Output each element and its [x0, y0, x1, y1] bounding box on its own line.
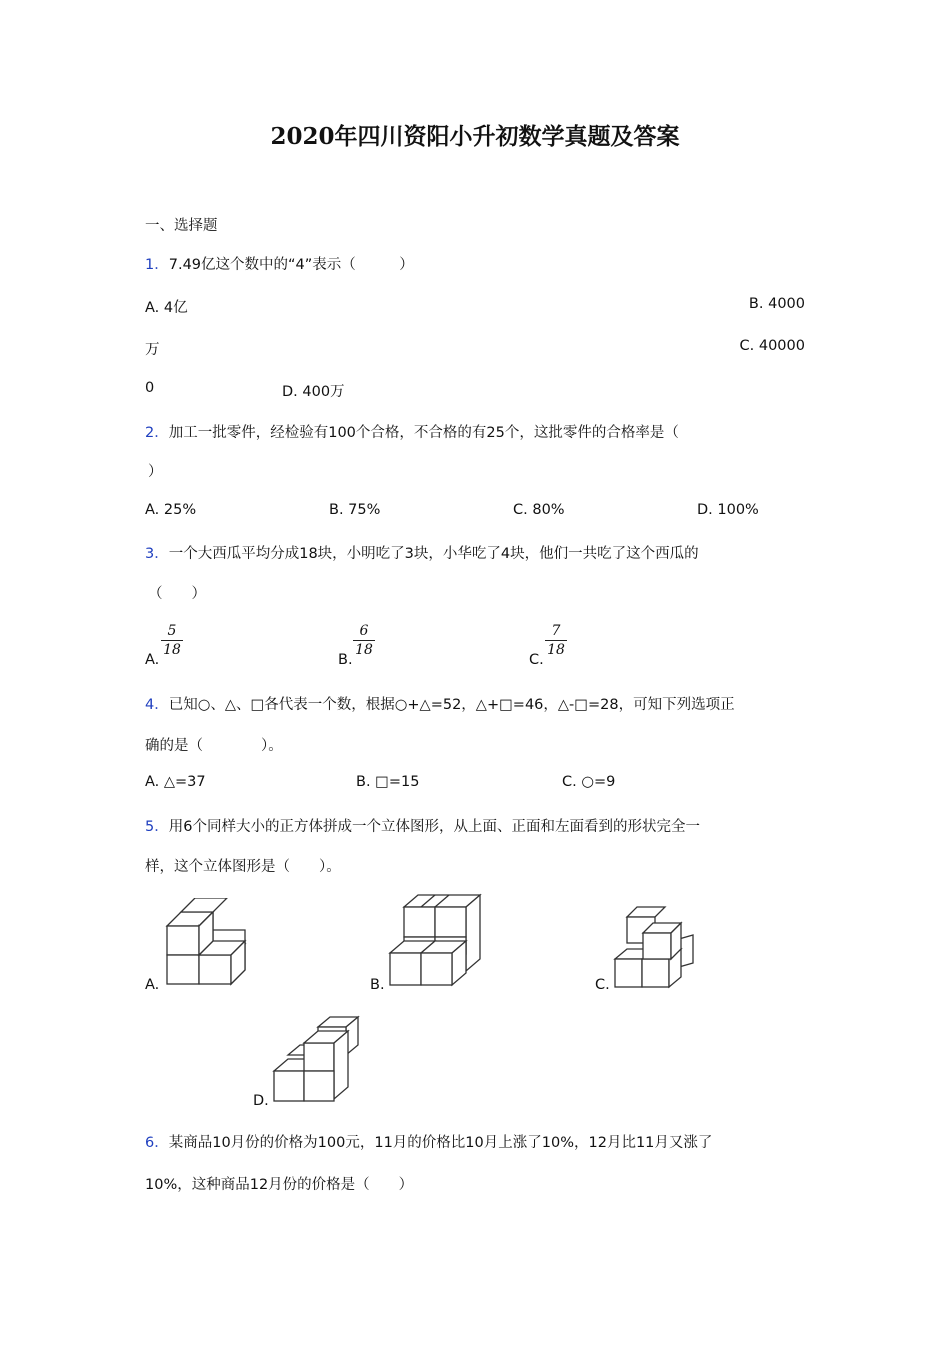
option-c: C. 80% [513, 502, 565, 518]
section-heading: 一、选择题 [145, 218, 218, 234]
fraction-numerator: 6 [353, 622, 375, 641]
option-b: B. □=15 [356, 774, 420, 790]
option-a-cube-figure [163, 898, 258, 990]
question-text: 7.49亿这个数中的“4”表示（ ） [168, 257, 414, 273]
question-6-continued: 10%，这种商品12月份的价格是（ ） [145, 1177, 414, 1193]
question-text: 某商品10月份的价格为100元，11月的价格比10月上涨了10%，12月比11月又涨了 [168, 1135, 713, 1151]
option-a: A. 25% [145, 502, 197, 518]
question-3-continued: （ ） [148, 586, 206, 602]
question-number: 1． [145, 257, 169, 273]
option-c: C. 40000 [739, 338, 805, 354]
option-d-cube-figure [270, 1015, 362, 1107]
option-a: A. 4亿 [145, 300, 188, 316]
option-c-fraction [545, 622, 567, 659]
question-1 [145, 253, 414, 274]
option-b-fraction [353, 622, 375, 659]
page-title: 2020年四川资阳小升初数学真题及答案 [270, 123, 680, 150]
question-number: 3． [145, 546, 169, 562]
option-c-label: C. [529, 652, 544, 668]
fraction-denominator: 18 [547, 642, 565, 658]
option-a-label: A. [145, 652, 160, 668]
option-a: A. △=37 [145, 774, 206, 790]
option-d-label: D. [253, 1093, 269, 1109]
question-text: 用6个同样大小的正方体拼成一个立体图形，从上面、正面和左面看到的形状完全一 [168, 819, 700, 835]
question-number: 2． [145, 425, 169, 441]
option-d: D. 400万 [282, 384, 345, 400]
question-text: 一个大西瓜平均分成18块，小明吃了3块，小华吃了4块，他们一共吃了这个西瓜的 [168, 546, 699, 562]
question-2 [145, 421, 679, 442]
option-a-label: A. [145, 977, 160, 993]
question-2-continued: ） [148, 464, 163, 480]
option-b-cube-figure [388, 893, 483, 989]
question-6 [145, 1131, 712, 1152]
option-c-continued: 0 [145, 380, 155, 396]
option-b-label: B. [338, 652, 353, 668]
question-number: 4． [145, 697, 169, 713]
option-c: C. ○=9 [562, 774, 616, 790]
question-number: 6． [145, 1135, 169, 1151]
option-b: B. 75% [329, 502, 381, 518]
question-number: 5． [145, 819, 169, 835]
fraction-denominator: 18 [163, 642, 181, 658]
question-text: 已知○、△、□各代表一个数，根据○+△=52，△+□=46，△-□=28，可知下列选项正 [168, 697, 735, 713]
option-b: B. 4000 [748, 296, 805, 312]
option-d: D. 100% [697, 502, 759, 518]
question-text: 加工一批零件，经检验有100个合格，不合格的有25个，这批零件的合格率是（ [168, 425, 679, 441]
question-3 [145, 542, 699, 563]
option-c-label: C. [595, 977, 610, 993]
question-5 [145, 815, 700, 836]
option-b-continued: 万 [145, 342, 160, 358]
question-4 [145, 693, 735, 714]
fraction-numerator: 5 [161, 622, 183, 641]
fraction-denominator: 18 [355, 642, 373, 658]
option-c-cube-figure [613, 905, 698, 990]
fraction-numerator: 7 [545, 622, 567, 641]
option-b-label: B. [370, 977, 385, 993]
question-5-continued: 样，这个立体图形是（ ）。 [145, 859, 341, 875]
option-a-fraction [161, 622, 183, 659]
question-4-continued: 确的是（ ）。 [145, 738, 283, 754]
